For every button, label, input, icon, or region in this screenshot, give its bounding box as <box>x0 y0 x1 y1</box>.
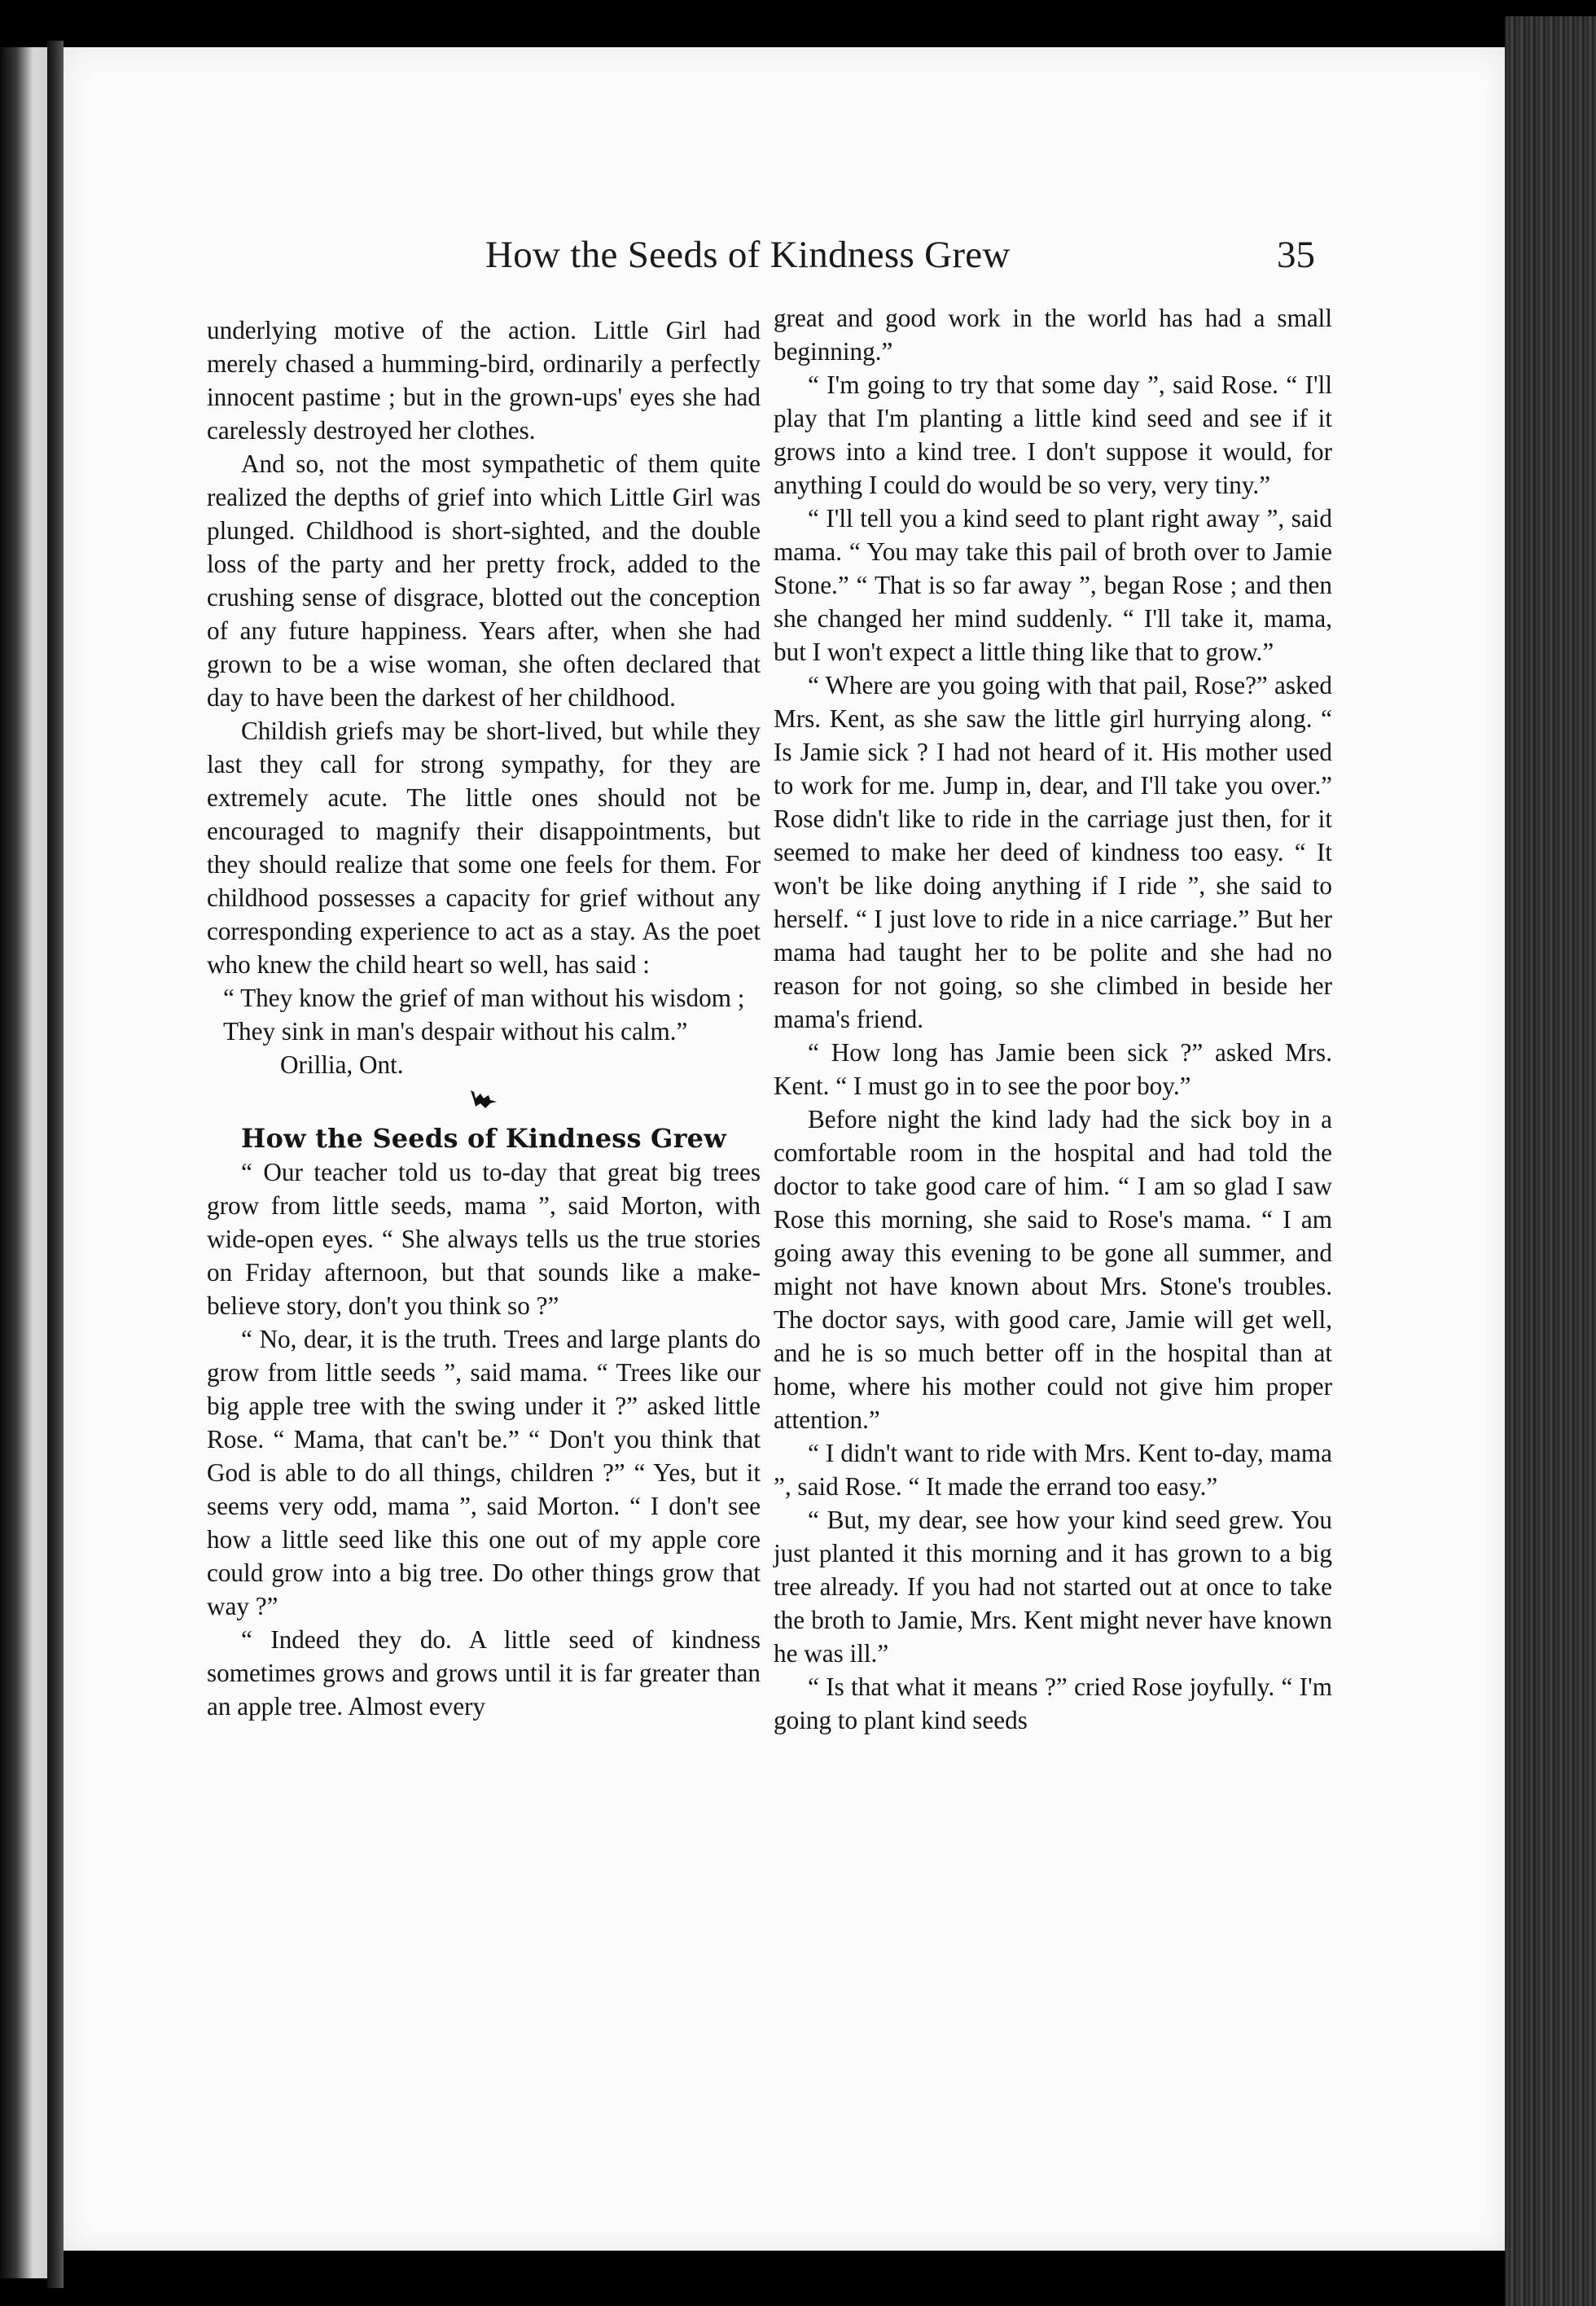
paragraph: “ Is that what it means ?” cried Rose joyfully. “ I'm going to plant kind seeds <box>774 1673 1332 1734</box>
verse-quote <box>207 981 761 1048</box>
paragraph: “ How long has Jamie been sick ?” asked Mrs. Kent. “ I must go in to see the poor boy.” <box>774 1038 1332 1100</box>
paragraph: “ Where are you going with that pail, Rose?” asked Mrs. Kent, as she saw the little girl hurrying along. “ Is Jamie sick ? I had not heard of it. His mother used to work for me. Jump in, dear, and I'll take you over.” Rose didn't like to ride in the carriage just then, for it seemed to make her deed of kindness too easy. “ It won't be like doing anything if I ride ”, she said to herself. “ I just love to ride in a nice carriage.” But her mama had taught her to be polite and she had no reason for not going, so she climbed in beside her mama's friend. <box>774 671 1332 1033</box>
verse-line: They sink in man's despair without his calm.” <box>223 1017 688 1046</box>
paragraph: “ Indeed they do. A little seed of kindness sometimes grows and grows until it is far greater than an apple tree. Almost every <box>207 1625 761 1721</box>
facing-page-edge <box>0 47 47 2278</box>
right-column <box>774 301 1332 1737</box>
section-title: How the Seeds of Kindness Grew <box>241 1123 726 1154</box>
paragraph: great and good work in the world has had a small beginning.” <box>774 304 1332 366</box>
paragraph: “ Our teacher told us to-day that great big trees grow from little seeds, mama ”, said Morton, with wide-open eyes. “ She always tells us the true stories on Friday afternoon, but that sounds like a make-believe story, don't you think so ?” <box>207 1158 761 1320</box>
paragraph: “ I didn't want to ride with Mrs. Kent to-day, mama ”, said Rose. “ It made the errand too easy.” <box>774 1439 1332 1501</box>
book-gutter <box>47 41 64 2288</box>
paragraph: “ No, dear, it is the truth. Trees and large plants do grow from little seeds ”, said mama. “ Trees like our big apple tree with the swing under it ?” asked little Rose. “ Mama, that can't be.” “ Don't you think that God is able to do all things, children ?” “ Yes, but it seems very odd, mama ”, said Morton. “ I don't see how a little seed like this one out of my apple core could grow into a big tree. Do other things grow that way ?” <box>207 1325 761 1620</box>
verse-line: “ They know the grief of man without his wisdom ; <box>223 984 745 1012</box>
paragraph: Before night the kind lady had the sick boy in a comfortable room in the hospital and had told the doctor to take good care of him. “ I am so glad I saw Rose this morning, she said to Rose's mama. “ I am going away this evening to be gone all summer, and might not have known about Mrs. Stone's troubles. The doctor says, with good care, Jamie will get well, and he is so much better off in the hospital than at home, where his mother could not give him proper attention.” <box>774 1105 1332 1434</box>
page-number: 35 <box>1277 234 1315 276</box>
fleuron-ornament-icon <box>207 1086 761 1119</box>
paragraph: “ I'm going to try that some day ”, said Rose. “ I'll play that I'm planting a little kind seed and see if it grows into a kind tree. I don't suppose it would, for anything I could do would be so very, very tiny.” <box>774 370 1332 499</box>
paragraph: “ I'll tell you a kind seed to plant right away ”, said mama. “ You may take this pail of broth over to Jamie Stone.” “ That is so far away ”, began Rose ; and then she changed her mind suddenly. “ I'll take it, mama, but I won't expect a little thing like that to grow.” <box>774 504 1332 666</box>
page-stack-edge <box>1505 16 1596 2306</box>
paragraph: underlying motive of the action. Little Girl had merely chased a humming-bird, ordinarily a perfectly innocent pastime ; but in the grown-ups' eyes she had carelessly destroyed her clothes. <box>207 316 761 445</box>
paragraph: And so, not the most sympathetic of them quite realized the depths of grief into which Little Girl was plunged. Childhood is short-sighted, and the double loss of the party and her pretty frock, added to the crushing sense of disgrace, blotted out the conception of any future happiness. Years after, when she had grown to be a wise woman, she often declared that day to have been the darkest of her childhood. <box>207 449 761 712</box>
paragraph: “ But, my dear, see how your kind seed grew. You just planted it this morning and it has grown to a big tree already. If you had not started out at once to take the broth to Jamie, Mrs. Kent might never have known he was ill.” <box>774 1506 1332 1668</box>
paragraph: Childish griefs may be short-lived, but while they last they call for strong sympathy, for they are extremely acute. The little ones should not be encouraged to magnify their disappointments, but they should realize that some one feels for them. For childhood possesses a capacity for grief without any corresponding experience to act as a stay. As the poet who knew the child heart so well, has said : <box>207 717 761 979</box>
running-title: How the Seeds of Kindness Grew <box>485 234 1011 276</box>
left-column <box>207 313 761 1723</box>
place-signature: Orillia, Ont. <box>280 1050 404 1079</box>
